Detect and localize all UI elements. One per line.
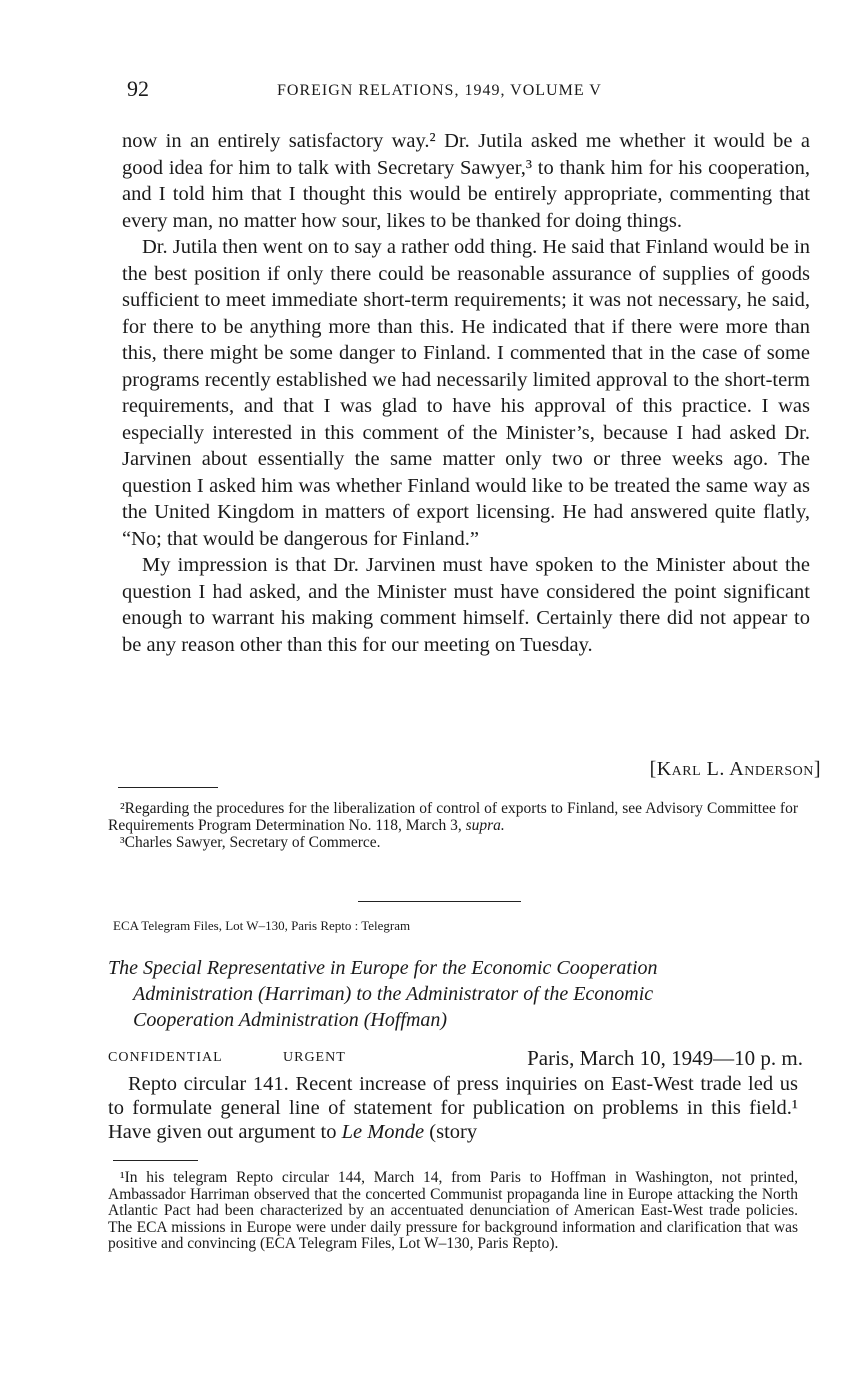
footnotes	[108, 800, 798, 851]
telegram-meta	[108, 1046, 803, 1074]
footnote-supra: supra.	[465, 817, 505, 834]
telegram-paragraph: Repto circular 141. Recent increase of press inquiries on East-West trade led us to formulate general line of statement for publication on problems in this field.¹ Have given out argument to Le Monde (story	[108, 1073, 798, 1143]
telegram-body	[108, 1072, 798, 1144]
classification: CONFIDENTIAL	[108, 1050, 223, 1065]
running-title: FOREIGN RELATIONS, 1949, VOLUME V	[277, 82, 602, 99]
section-divider	[358, 901, 521, 902]
paragraph-2: Dr. Jutila then went on to say a rather odd thing. He said that Finland would be in the best position if only there could be reasonable assurance of supplies of goods sufficient to meet immediate short-term requirements; it was not necessary, he said, for there to be anything more than this. He indicated that if there were more than this, there might be some danger to Finland. I commented that in the case of some programs recently established we had necessarily limited approval to the short-term requirements, and that I was glad to have his approval of this practice. I was especially interested in this comment of the Minister’s, because I had asked Dr. Jarvinen about essentially the same matter only two or three weeks ago. The question I asked him was whether Finland would like to be treated the same way as the United Kingdom in matters of export licensing. He had answered quite flatly, “No; that would be dangerous for Finland.”	[122, 236, 810, 550]
priority: URGENT	[283, 1050, 346, 1065]
footnote-3: ³Charles Sawyer, Secretary of Commerce.	[120, 834, 381, 851]
document-source: ECA Telegram Files, Lot W–130, Paris Repto : Telegram	[113, 918, 411, 933]
paragraph-3: My impression is that Dr. Jarvinen must have spoken to the Minister about the question I had asked, and the Minister must have considered the point significant enough to warrant his making comment himself. Certainly there did not appear to be any reason other than this for our meeting on Tuesday.	[122, 554, 810, 656]
footnote-telegram: ¹In his telegram Repto circular 144, March 14, from Paris to Hoffman in Washington, not printed, Ambassador Harriman observed that the concerted Communist propaganda line in Europe attacking the North Atlantic Pact had been characterized by an accentuated denunciation of American East-West trade policies. The ECA missions in Europe were under daily pressure for background information and clarification that was positive and convincing (ECA Telegram Files, Lot W–130, Paris Repto).	[108, 1169, 798, 1252]
letter-body	[122, 128, 810, 658]
title-line-1: The Special Representative in Europe for the Economic Cooperation	[108, 957, 658, 979]
document-title	[108, 955, 808, 1033]
page-number: 92	[127, 76, 149, 101]
title-line-3: Cooperation Administration (Hoffman)	[133, 1009, 448, 1031]
footnote-rule-2	[113, 1160, 198, 1161]
footnote-rule	[118, 787, 218, 788]
footnote-2: ²Regarding the procedures for the liberalization of control of exports to Finland, see Advisory Committee for Requirements Program Determination No. 118, March 3, supra.	[108, 800, 798, 834]
signature: [Karl L. Anderson]	[649, 758, 821, 780]
paragraph-1: now in an entirely satisfactory way.² Dr. Jutila asked me whether it would be a good idea for him to talk with Secretary Sawyer,³ to thank him for his cooperation, and I told him that I thought this would be entirely appropriate, commenting that every man, no matter how sour, likes to be thanked for doing things.	[122, 130, 810, 232]
page-header	[127, 76, 672, 104]
place-date: Paris, March 10, 1949—10 p. m.	[527, 1046, 803, 1070]
title-line-2: Administration (Harriman) to the Administrator of the Economic	[133, 983, 654, 1005]
